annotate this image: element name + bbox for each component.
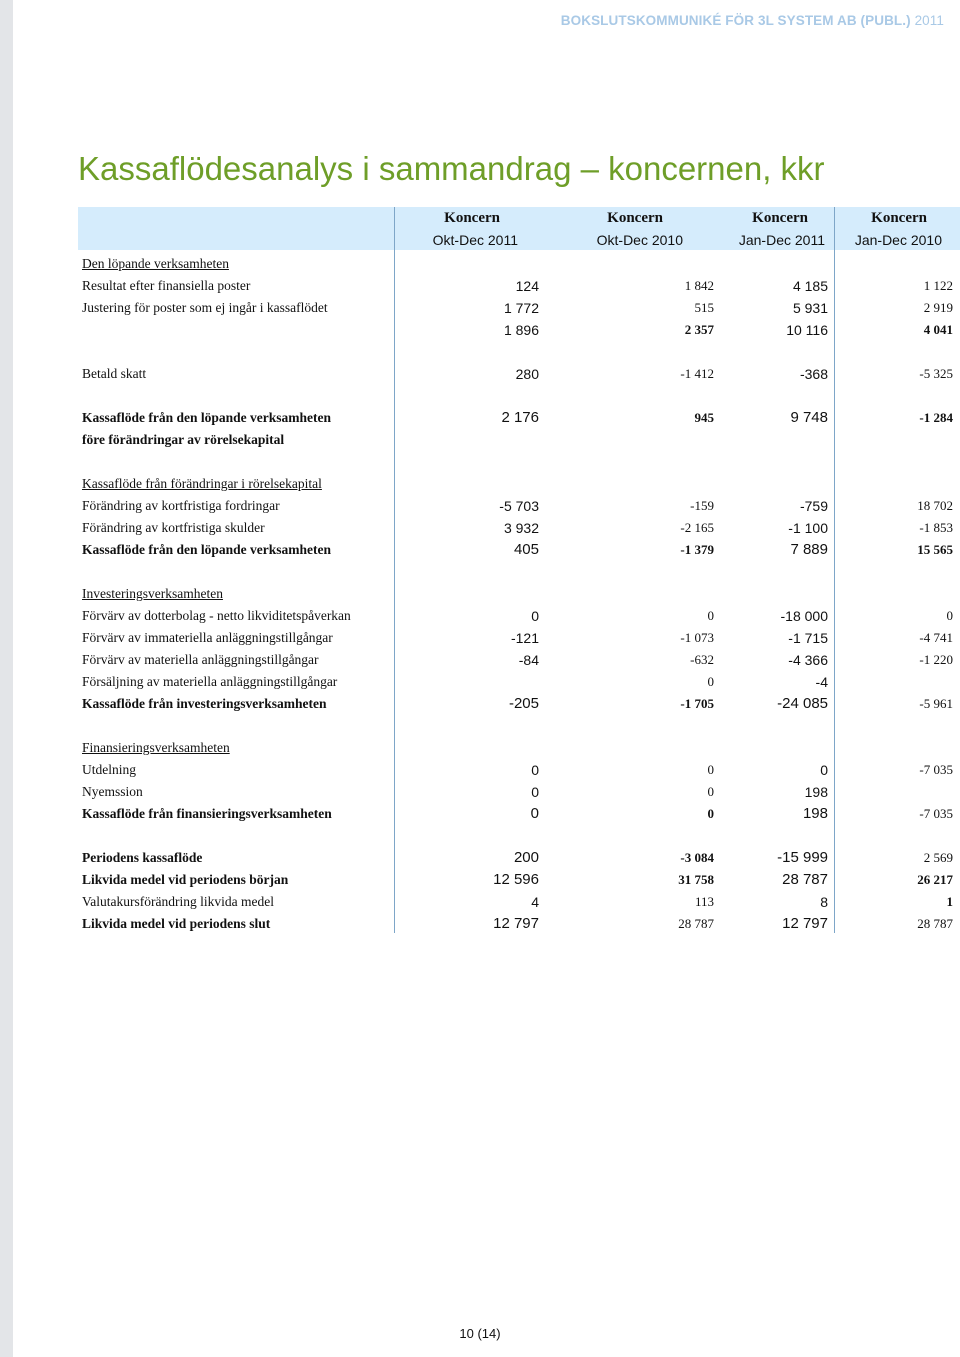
cell-value: 3 932: [503, 520, 539, 536]
row-label: Kassaflöde från förändringar i rörelsekapital: [82, 476, 322, 491]
cell-value: -5 961: [919, 696, 953, 711]
cell-value: 0: [946, 608, 953, 623]
cell-value: -1 284: [919, 410, 953, 425]
cell-value: 26 217: [917, 872, 953, 887]
row-label: Investeringsverksamheten: [82, 586, 223, 601]
row-label: Förändring av kortfristiga fordringar: [82, 498, 280, 513]
cell-value: 0: [531, 784, 539, 800]
cell-value: 945: [694, 410, 714, 425]
cell-value: 5 931: [792, 300, 828, 316]
cell-value: -4 741: [919, 630, 953, 645]
row-label: Kassaflöde från investeringsverksamheten: [82, 696, 327, 711]
cell-value: -368: [799, 366, 828, 382]
column-period: Jan-Dec 2010: [854, 232, 942, 248]
page-title: Kassaflödesanalys i sammandrag – koncernen, kkr: [78, 150, 825, 187]
cell-value: 124: [515, 278, 539, 294]
cell-value: -7 035: [919, 806, 953, 821]
table-row: [0, 297, 960, 319]
cell-value: 2 919: [923, 300, 953, 315]
cell-value: 4 185: [792, 278, 828, 294]
row-label: Betald skatt: [82, 366, 147, 381]
cell-value: 0: [531, 608, 539, 624]
table-row: [0, 891, 960, 913]
cell-value: -1 379: [680, 542, 714, 557]
table-row: [0, 649, 960, 671]
table-row: [0, 473, 960, 495]
cell-value: -2 165: [680, 520, 714, 535]
table-row: [0, 693, 960, 715]
cell-value: -159: [690, 498, 714, 513]
cell-value: 198: [804, 784, 828, 800]
cell-value: -5 325: [919, 366, 953, 381]
table-row: [0, 275, 960, 297]
cell-value: 28 787: [678, 916, 714, 931]
cell-value: -1 220: [919, 652, 953, 667]
cell-value: 2 569: [923, 850, 953, 865]
cell-value: -24 085: [777, 695, 828, 712]
cell-value: 8: [820, 894, 828, 910]
row-label: Likvida medel vid periodens början: [82, 872, 289, 887]
cell-value: -1 715: [788, 630, 828, 646]
column-period: Okt-Dec 2010: [596, 232, 683, 248]
cell-value: -1 100: [788, 520, 828, 536]
cell-value: -632: [690, 652, 714, 667]
table-row: [0, 913, 960, 935]
cell-value: 7 889: [790, 541, 828, 558]
cell-value: 0: [530, 805, 539, 822]
cell-value: -3 084: [680, 850, 714, 865]
cell-value: 515: [694, 300, 714, 315]
cell-value: 28 787: [782, 871, 828, 888]
cell-value: 1 842: [684, 278, 714, 293]
column-entity: Koncern: [871, 210, 927, 226]
cell-value: 1 772: [503, 300, 539, 316]
running-header: [561, 13, 944, 28]
cell-value: -121: [510, 630, 539, 646]
table-row: [0, 495, 960, 517]
cell-value: 0: [707, 784, 714, 799]
table-row: [0, 407, 960, 429]
table-row: [0, 253, 960, 275]
cell-value: 9 748: [790, 409, 828, 426]
cell-value: 280: [515, 366, 539, 382]
row-label: Utdelning: [82, 762, 136, 777]
row-label: Finansieringsverksamheten: [82, 740, 230, 755]
cell-value: 0: [707, 674, 714, 689]
row-label: Nyemssion: [82, 784, 143, 799]
cell-value: -15 999: [777, 849, 828, 866]
cell-value: -1 073: [680, 630, 714, 645]
cell-value: 10 116: [786, 322, 828, 338]
page-number: 10 (14): [459, 1326, 501, 1341]
row-label: Resultat efter finansiella poster: [82, 278, 251, 293]
header-bg-label-col: [78, 207, 394, 250]
cell-value: -205: [508, 695, 539, 712]
cell-value: 1 122: [923, 278, 953, 293]
cell-value: -5 703: [499, 498, 539, 514]
table-row: [0, 759, 960, 781]
row-label: Kassaflöde från finansieringsverksamheten: [82, 806, 332, 821]
cell-value: 198: [802, 805, 828, 822]
cell-value: 15 565: [917, 542, 953, 557]
cell-value: 12 596: [493, 871, 539, 888]
cell-value: 200: [513, 849, 539, 866]
cell-value: -1 412: [680, 366, 714, 381]
cell-value: -1 853: [919, 520, 953, 535]
table-row: [0, 319, 960, 341]
row-label: Valutakursförändring likvida medel: [82, 894, 274, 909]
cell-value: 2 357: [684, 322, 714, 337]
row-label: Likvida medel vid periodens slut: [82, 916, 271, 931]
cell-value: 0: [707, 762, 714, 777]
cell-value: 1 896: [503, 322, 539, 338]
running-header-year: 2011: [910, 13, 944, 28]
cell-value: 113: [694, 894, 714, 909]
row-label: Justering för poster som ej ingår i kassaflödet: [82, 300, 328, 315]
cell-value: 0: [531, 762, 539, 778]
cell-value: -4 366: [788, 652, 828, 668]
table-row: [0, 803, 960, 825]
row-label: Kassaflöde från den löpande verksamheten: [82, 410, 332, 425]
cell-value: 2 176: [501, 409, 539, 426]
cell-value: 405: [513, 541, 539, 558]
cell-value: 0: [820, 762, 828, 778]
table-row: [0, 539, 960, 561]
cell-value: -84: [518, 652, 539, 668]
running-header-title: BOKSLUTSKOMMUNIKÉ FÖR 3L SYSTEM AB (PUBL.): [560, 13, 911, 28]
table-row: [0, 737, 960, 759]
table-row: [0, 429, 960, 451]
cell-value: -759: [799, 498, 828, 514]
cell-value: 0: [707, 806, 714, 821]
cell-value: 4 041: [923, 322, 953, 337]
cell-value: -18 000: [780, 608, 828, 624]
cell-value: 1: [946, 894, 953, 909]
cell-value: -7 035: [919, 762, 953, 777]
cell-value: 18 702: [917, 498, 953, 513]
row-label: Periodens kassaflöde: [82, 850, 203, 865]
cell-value: -4: [815, 674, 828, 690]
row-label: Förvärv av dotterbolag - netto likviditetspåverkan: [82, 608, 351, 623]
cell-value: 4: [531, 894, 539, 910]
cell-value: -1 705: [680, 696, 714, 711]
cell-value: 28 787: [917, 916, 953, 931]
table-row: [0, 869, 960, 891]
row-label: Förvärv av immateriella anläggningstillgångar: [82, 630, 333, 645]
row-label: Kassaflöde från den löpande verksamheten: [82, 542, 332, 557]
cell-value: 12 797: [493, 915, 539, 932]
row-label: Den löpande verksamheten: [82, 256, 229, 271]
table-row: [0, 781, 960, 803]
column-entity: Koncern: [444, 210, 500, 226]
table-row: [0, 583, 960, 605]
cell-value: 31 758: [678, 872, 714, 887]
column-period: Okt-Dec 2011: [432, 232, 518, 248]
cell-value: 0: [707, 608, 714, 623]
column-period: Jan-Dec 2011: [738, 232, 825, 248]
row-label: Försäljning av materiella anläggningstillgångar: [82, 674, 338, 689]
table-row: [0, 605, 960, 627]
row-label: Förvärv av materiella anläggningstillgångar: [82, 652, 319, 667]
table-row: [0, 517, 960, 539]
table-row: [0, 671, 960, 693]
row-label: Förändring av kortfristiga skulder: [82, 520, 265, 535]
cell-value: 12 797: [782, 915, 828, 932]
table-row: [0, 627, 960, 649]
table-row: [0, 363, 960, 385]
row-label: före förändringar av rörelsekapital: [82, 432, 285, 447]
column-entity: Koncern: [607, 210, 663, 226]
table-row: [0, 847, 960, 869]
column-entity: Koncern: [752, 210, 808, 226]
